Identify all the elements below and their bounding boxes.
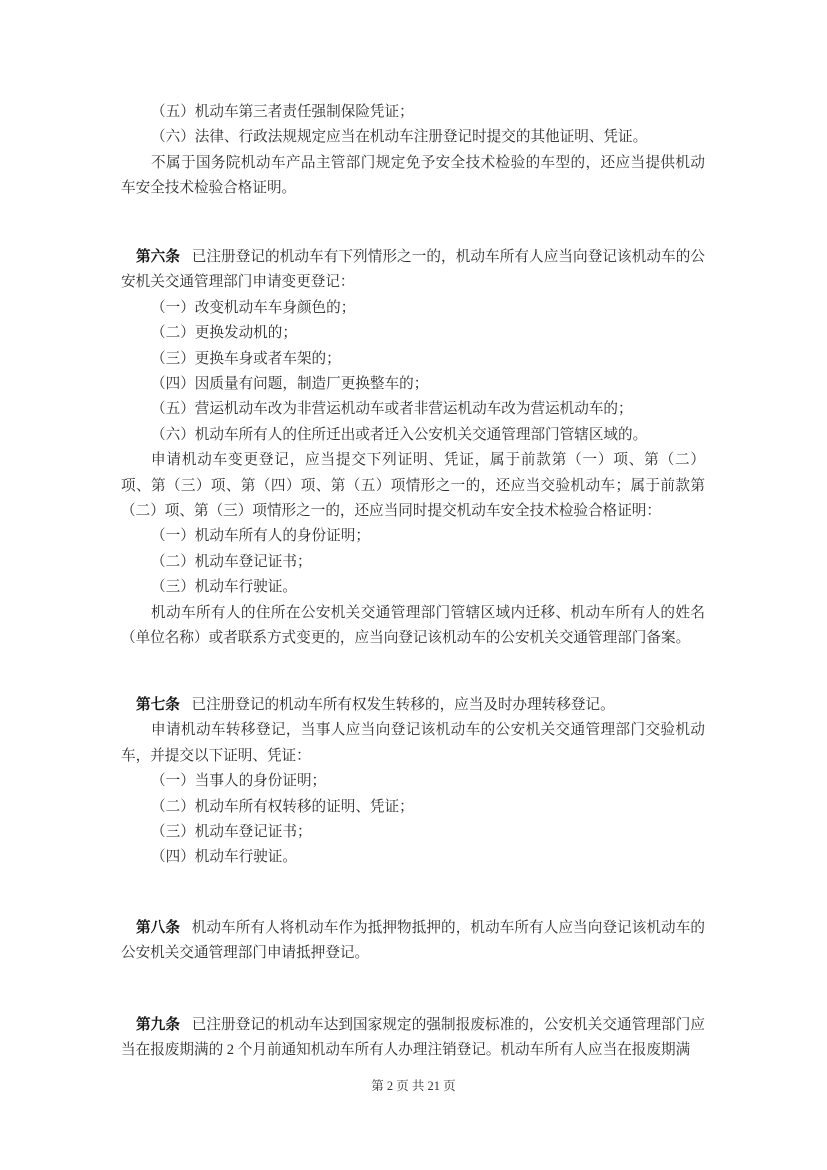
section-article7 [121,693,705,871]
clause-item: （四）机动车行驶证。 [151,849,297,866]
clause-item: （六）法律、行政法规规定应当在机动车注册登记时提交的其他证明、凭证。 [151,129,648,146]
clause-item: （五）机动车第三者责任强制保险凭证； [151,104,414,120]
article-number: 第八条 [136,920,181,936]
section-article5-remainder [121,100,705,202]
clause-item: （一）当事人的身份证明； [151,773,327,790]
article-intro-text: 已注册登记的机动车达到国家规定的强制报废标准的，公安机关交通管理部门应当在报废期满的 2 个月前通知机动车所有人办理注销登记。机动车所有人应当在报废期满 [121,1017,705,1059]
clause-item: （三）机动车行驶证。 [151,579,297,596]
clause-item: （三）机动车登记证书； [151,824,312,841]
clause-item: （二）机动车所有权转移的证明、凭证； [151,798,414,815]
section-article6 [121,245,705,652]
body-paragraph: 机动车所有人的住所在公安机关交通管理部门管辖区域内迁移、机动车所有人的姓名（单位名称）或者联系方式变更的，应当向登记该机动车的公安机关交通管理部门备案。 [121,604,705,647]
page-footer [0,1078,827,1094]
article-number: 第六条 [136,249,181,265]
clause-item: （二）更换发动机的； [151,325,297,342]
body-paragraph: 申请机动车转移登记，当事人应当向登记该机动车的公安机关交通管理部门交验机动车，并提交以下证明、凭证： [121,722,705,764]
clause-item: （四）因质量有问题，制造厂更换整车的； [151,376,429,393]
article-number: 第七条 [136,697,180,713]
clause-item: （二）机动车登记证书； [151,553,312,570]
clause-item: （六）机动车所有人的住所迁出或者迁入公安机关交通管理部门管辖区域的。 [151,426,648,443]
article-number: 第九条 [136,1017,181,1033]
body-paragraph: 不属于国务院机动车产品主管部门规定免予安全技术检验的车型的，还应当提供机动车安全技术检验合格证明。 [121,154,705,197]
article-heading-paragraph [121,245,705,296]
section-article8 [121,916,705,967]
article-heading-paragraph [121,693,705,718]
article-intro-text: 已注册登记的机动车有下列情形之一的，机动车所有人应当向登记该机动车的公安机关交通管理部门申请变更登记： [121,249,705,291]
article-heading-paragraph [121,916,705,967]
section-article9 [121,1013,705,1064]
clause-item: （五）营运机动车改为非营运机动车或者非营运机动车改为营运机动车的； [151,401,633,418]
article-heading-paragraph [121,1013,705,1064]
article-intro-text: 已注册登记的机动车所有权发生转移的，应当及时办理转移登记。 [191,697,615,713]
clause-item: （一）机动车所有人的身份证明； [151,528,370,545]
body-paragraph: 申请机动车变更登记，应当提交下列证明、凭证，属于前款第（一）项、第（二）项、第（三）项、第（四）项、第（五）项情形之一的，还应当交验机动车；属于前款第（二）项、第（三）项情形之一的，还应当同时提交机动车安全技术检验合格证明： [121,452,705,520]
clause-item: （三）更换车身或者车架的； [151,350,341,367]
page-number: 第 2 页 共 21 页 [371,1079,456,1093]
clause-item: （一）改变机动车车身颜色的； [151,299,356,316]
article-intro-text: 机动车所有人将机动车作为抵押物抵押的，机动车所有人应当向登记该机动车的公安机关交通管理部门申请抵押登记。 [121,920,705,962]
